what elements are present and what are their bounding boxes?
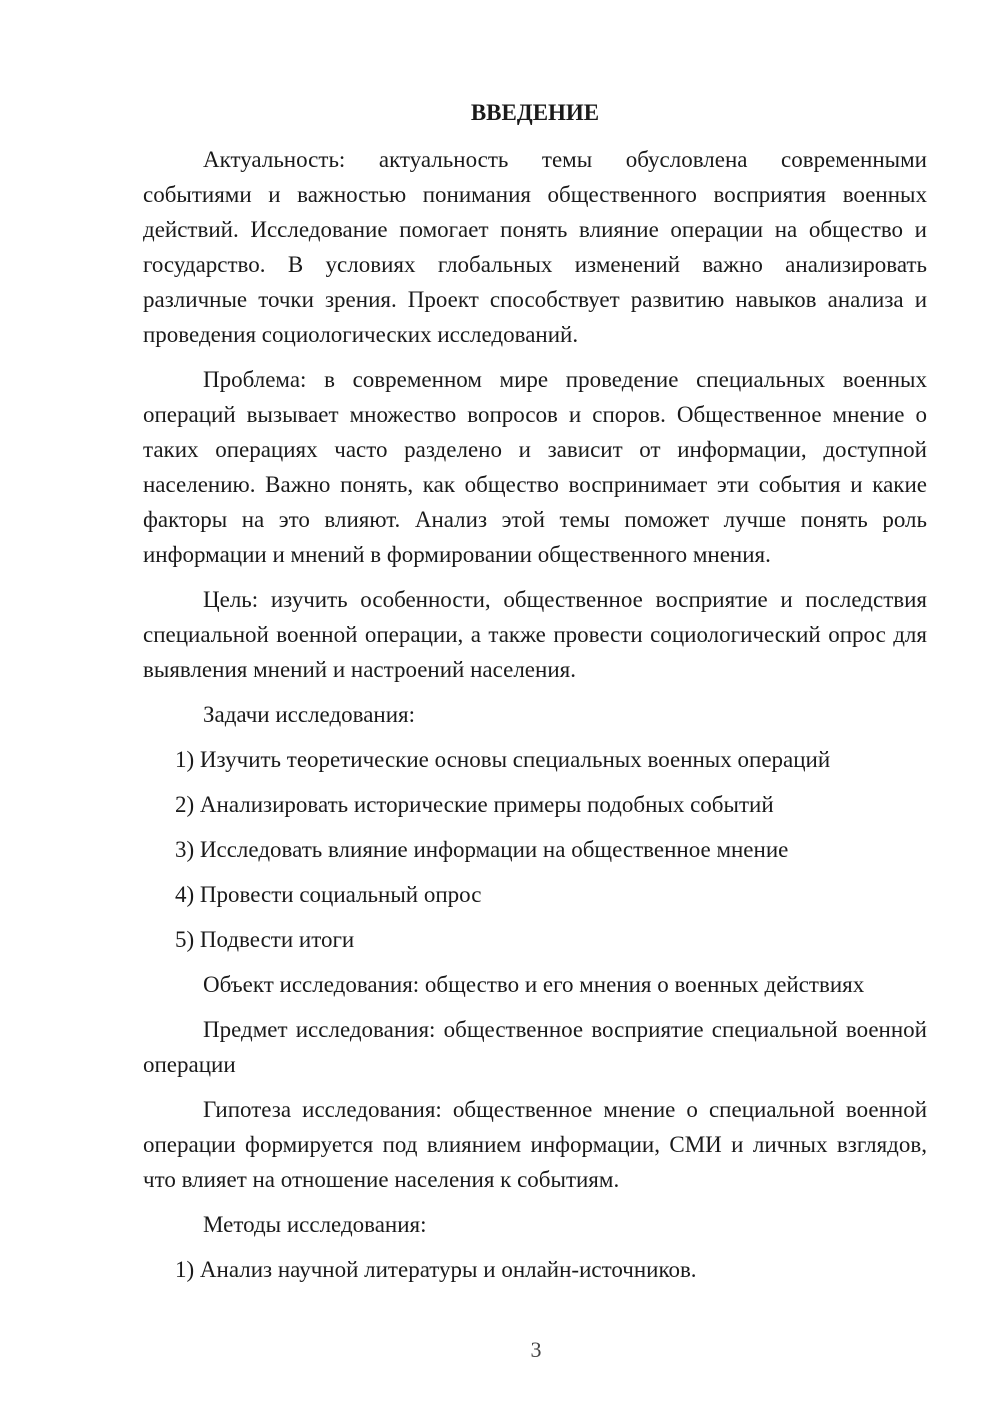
hypothesis-paragraph: Гипотеза исследования: общественное мнение о специальной военной операции формируется под влиянием информации, СМИ и личных взглядов, что влияет на отношение населения к событиям. — [143, 1097, 927, 1192]
page-number: 3 — [530, 1337, 542, 1362]
page-title: ВВЕДЕНИЕ — [470, 100, 600, 125]
subject-paragraph: Предмет исследования: общественное восприятие специальной военной операции — [143, 1017, 927, 1077]
object-paragraph: Объект исследования: общество и его мнения о военных действиях — [203, 972, 865, 997]
problem-paragraph: Проблема: в современном мире проведение специальных военных операций вызывает множество вопросов и споров. Общественное мнение о таких операциях часто разделено и зависит от информации, доступной населению. Важно понять, как общество воспринимает эти события и какие факторы на это влияют. Анализ этой темы поможет лучше понять роль информации и мнений в формировании общественного мнения. — [143, 367, 927, 567]
relevance-paragraph: Актуальность: актуальность темы обусловлена современными событиями и важностью понимания общественного восприятия военных действий. Исследование помогает понять влияние операции на общество и государство. В условиях глобальных изменений важно анализировать различные точки зрения. Проект способствует развитию навыков анализа и проведения социологических исследований. — [143, 147, 927, 347]
methods-list — [143, 1252, 927, 1287]
task-item: 4) Провести социальный опрос — [175, 882, 482, 907]
task-item: 5) Подвести итоги — [175, 927, 355, 952]
method-item: 1) Анализ научной литературы и онлайн-источников. — [175, 1257, 697, 1282]
page-content — [143, 95, 927, 1297]
tasks-label: Задачи исследования: — [203, 702, 416, 727]
task-item: 3) Исследовать влияние информации на общественное мнение — [175, 837, 789, 862]
task-item: 2) Анализировать исторические примеры подобных событий — [175, 792, 774, 817]
methods-label: Методы исследования: — [203, 1212, 427, 1237]
tasks-list — [143, 742, 927, 957]
task-item: 1) Изучить теоретические основы специальных военных операций — [175, 747, 831, 772]
goal-paragraph: Цель: изучить особенности, общественное восприятие и последствия специальной военной операции, а также провести социологический опрос для выявления мнений и настроений населения. — [143, 587, 927, 682]
